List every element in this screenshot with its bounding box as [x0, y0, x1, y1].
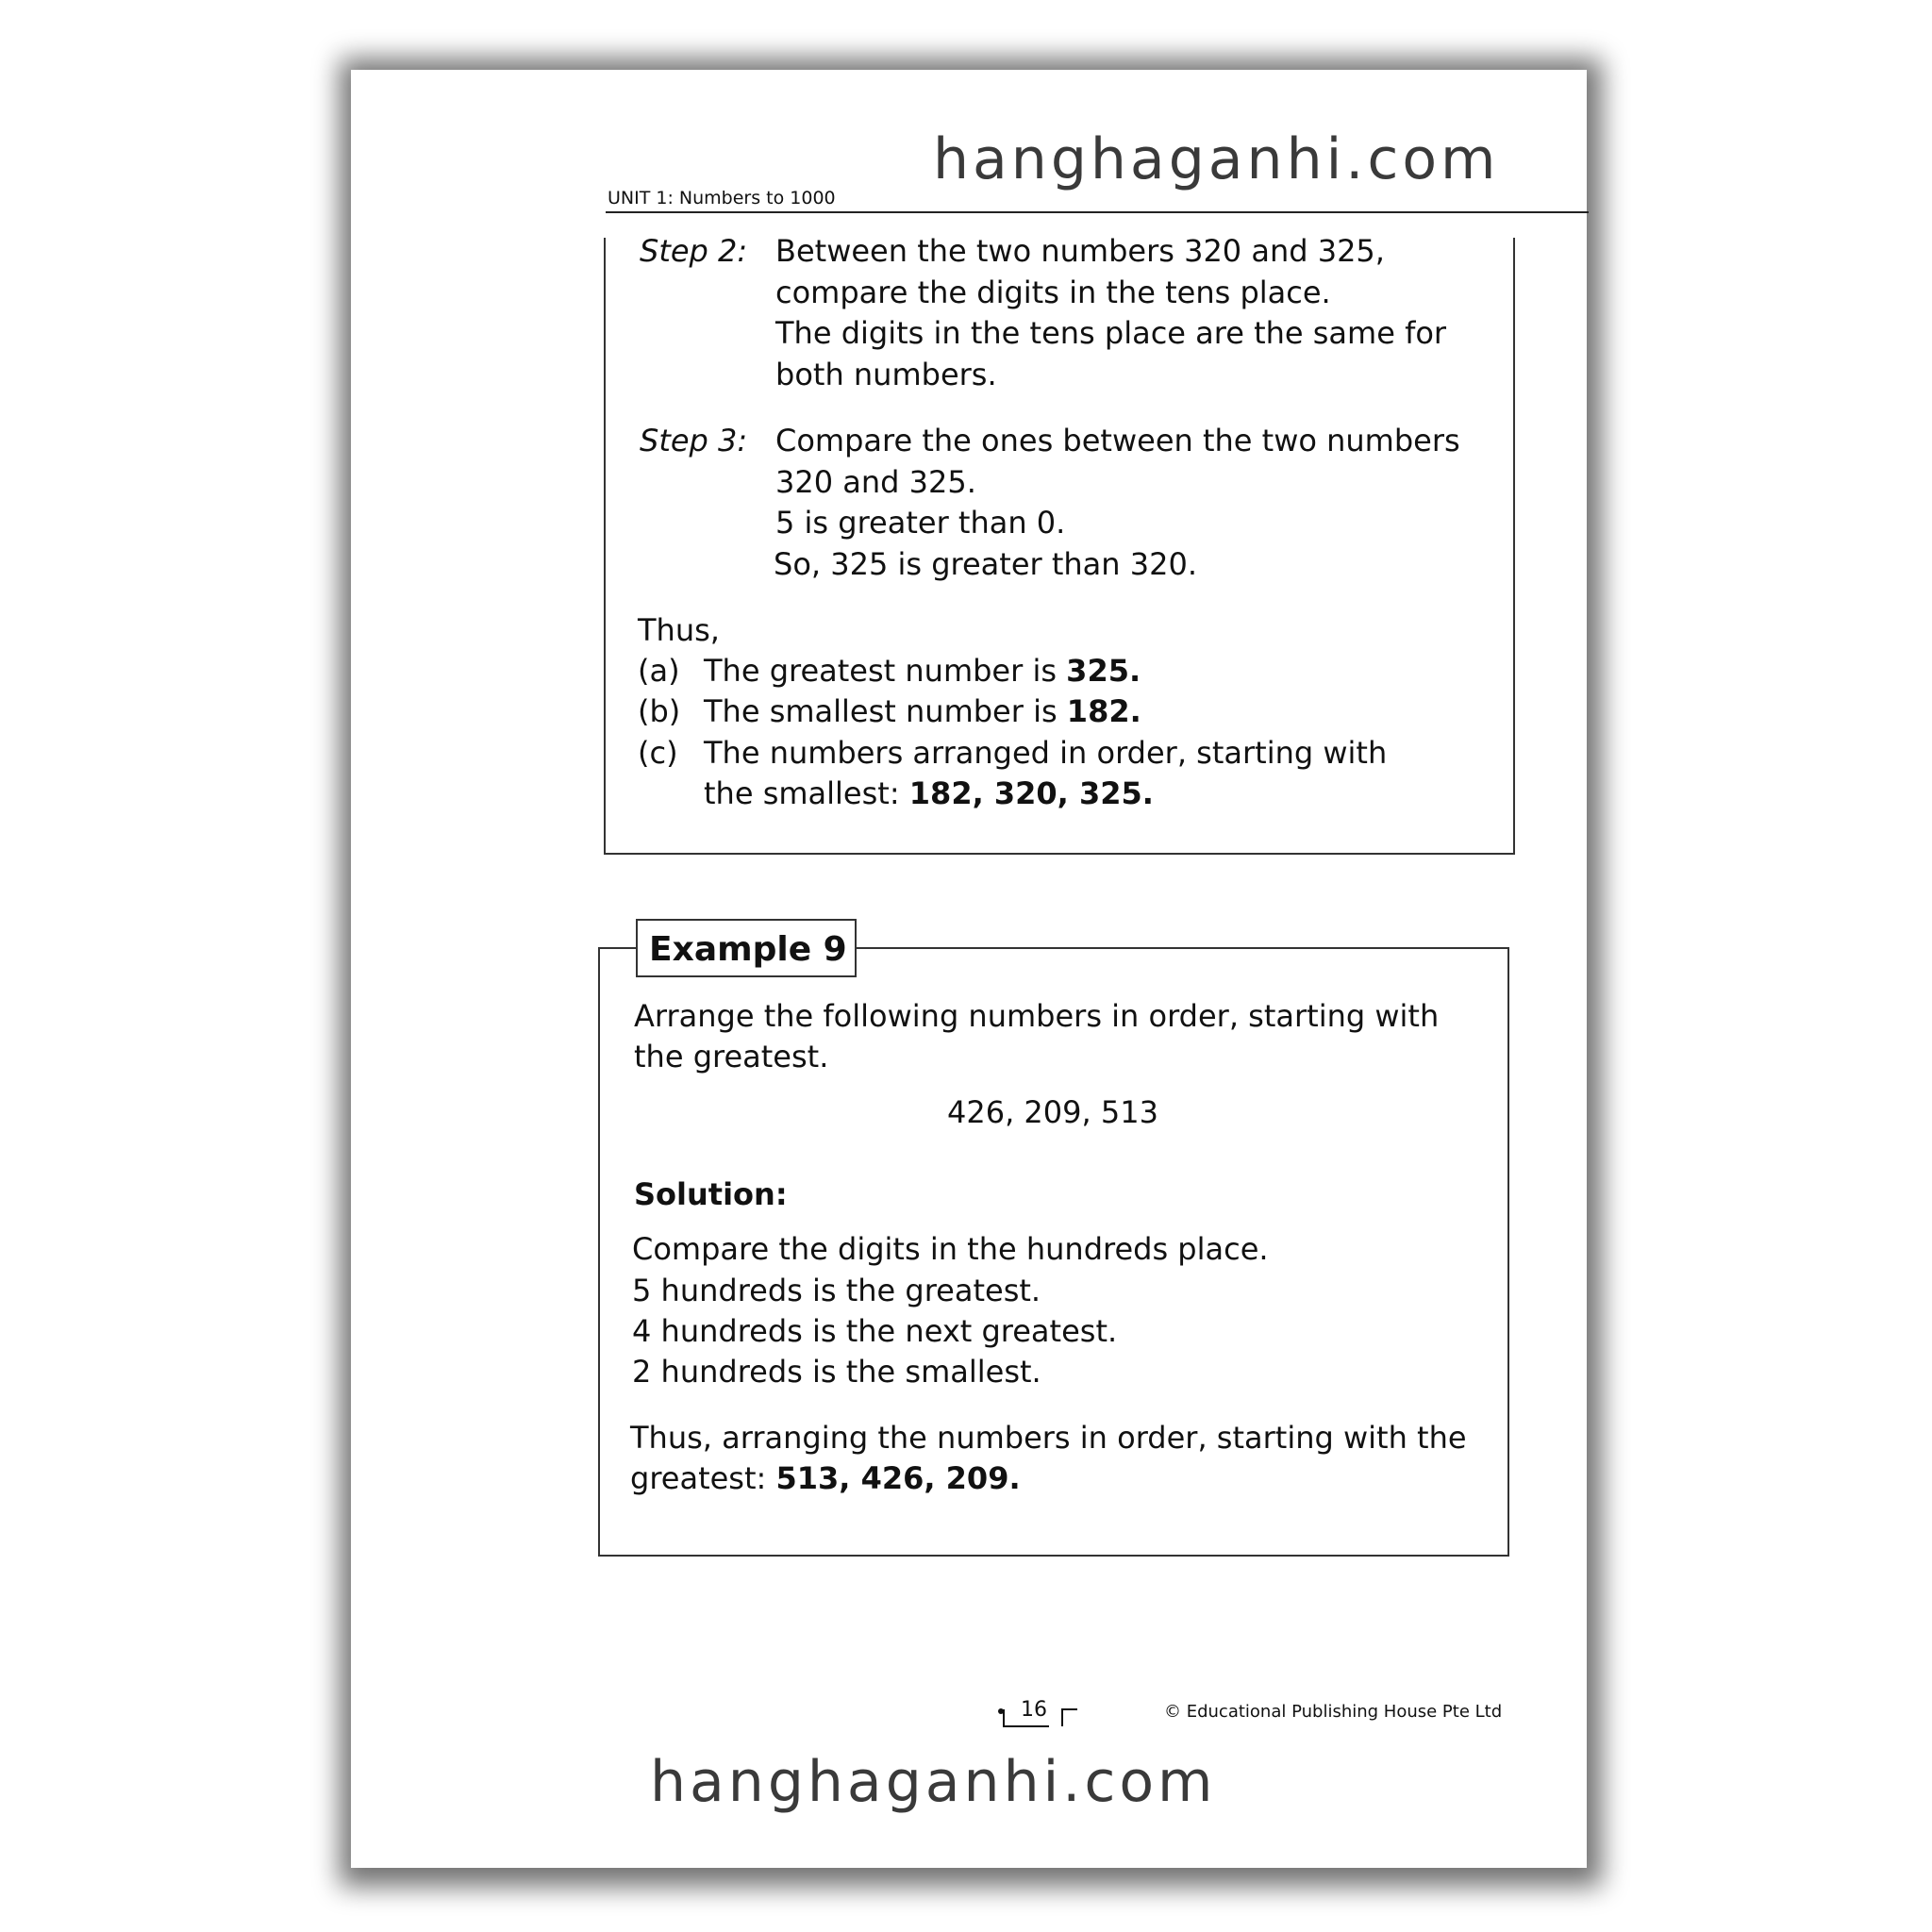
watermark-bottom: hanghaganhi.com: [650, 1749, 1217, 1815]
item-marker: (b): [638, 693, 681, 729]
list-item: [704, 650, 1141, 691]
item-bold-value: 182, 320, 325.: [908, 775, 1154, 811]
solution-line: Compare the digits in the hundreds place.: [632, 1231, 1269, 1267]
conclusion-line: [630, 1457, 1021, 1499]
unit-label: UNIT 1:: [608, 188, 674, 208]
item-text: The smallest number is: [704, 693, 1067, 729]
step3-line: 5 is greater than 0.: [775, 505, 1066, 541]
conclusion-line: Thus, arranging the numbers in order, starting with the: [630, 1420, 1467, 1456]
step2-label: Step 2:: [640, 233, 748, 269]
item-text: the smallest:: [704, 775, 909, 811]
numbers-list: 426, 209, 513: [947, 1094, 1158, 1130]
item-text: The greatest number is: [704, 653, 1067, 689]
thus-label: Thus,: [638, 612, 720, 648]
unit-title: Numbers to 1000: [678, 188, 836, 208]
question-line: Arrange the following numbers in order, starting with: [634, 998, 1440, 1034]
step2-line: both numbers.: [775, 357, 997, 392]
solution-line: 2 hundreds is the smallest.: [632, 1354, 1041, 1390]
list-item: [704, 691, 1141, 732]
header-rule: [606, 211, 1589, 213]
step3-line: Compare the ones between the two numbers: [775, 423, 1460, 458]
item-marker: (a): [638, 653, 680, 689]
item-bold-value: 182.: [1066, 693, 1141, 729]
list-item: [704, 732, 1387, 774]
list-item-continuation: [704, 773, 1154, 814]
example-title: Example 9: [636, 919, 857, 977]
step2-line: The digits in the tens place are the same for: [775, 315, 1447, 351]
conclusion-text: greatest:: [630, 1460, 776, 1496]
unit-header: [608, 188, 836, 208]
step3-line: 320 and 325.: [775, 464, 976, 500]
solution-label: Solution:: [634, 1176, 788, 1212]
conclusion-bold-value: 513, 426, 209.: [775, 1460, 1021, 1496]
solution-line: 4 hundreds is the next greatest.: [632, 1313, 1118, 1349]
question-line: the greatest.: [634, 1039, 829, 1074]
step3-line: So, 325 is greater than 320.: [774, 546, 1197, 582]
item-text: The numbers arranged in order, starting with: [704, 735, 1388, 771]
item-bold-value: 325.: [1066, 653, 1141, 689]
document-page: [351, 70, 1587, 1868]
step2-line: Between the two numbers 320 and 325,: [775, 233, 1385, 269]
solution-line: 5 hundreds is the greatest.: [632, 1273, 1041, 1308]
copyright: © Educational Publishing House Pte Ltd: [1164, 1702, 1503, 1722]
watermark-top: hanghaganhi.com: [933, 126, 1500, 192]
step3-label: Step 3:: [640, 423, 748, 458]
page-number-text: 16: [1021, 1698, 1047, 1722]
item-marker: (c): [638, 735, 678, 771]
step2-line: compare the digits in the tens place.: [775, 275, 1331, 310]
